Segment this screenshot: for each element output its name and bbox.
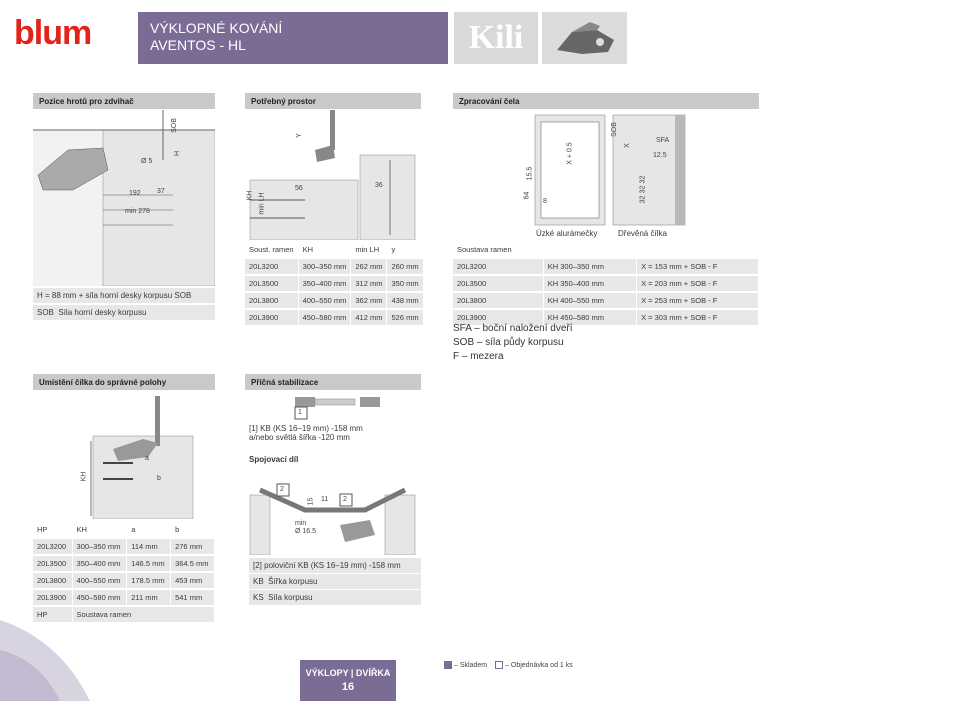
label-y: Y: [295, 133, 303, 138]
marker-2a: 2: [280, 486, 284, 493]
table-cell: X = 153 mm + SOB - F: [637, 258, 759, 275]
label-kh-u: KH: [80, 471, 88, 482]
table-cell: 20L3200: [245, 258, 298, 275]
footer-section: VÝKLOPY | DVÍŘKA: [305, 668, 391, 678]
table-row: [33, 572, 215, 589]
section-heading-potrebny: Potřebný prostor: [245, 93, 421, 109]
caption-alu: Úzké alurámečky: [536, 229, 598, 238]
label-64: 64: [523, 191, 531, 200]
ks-legend: [249, 590, 421, 605]
table-cell: 364.5 mm: [171, 555, 215, 572]
table-cell: 450–580 mm: [298, 309, 351, 326]
label-37: 37: [157, 188, 165, 195]
col-header: a: [127, 522, 171, 538]
label-56: 56: [295, 185, 303, 192]
marker-1: 1: [298, 409, 302, 416]
label-125: 12.5: [653, 152, 667, 159]
kb-legend: [249, 574, 421, 589]
table-cell: KH 450–580 mm: [543, 309, 636, 326]
dim-15: 15: [307, 497, 315, 506]
ks-val: Síla korpusu: [268, 593, 313, 602]
stock-legend: [444, 661, 573, 669]
kb-key: KB: [253, 577, 264, 586]
table-cell: 350 mm: [387, 275, 423, 292]
table-cell: 450–580 mm: [72, 589, 127, 606]
label-8: 8: [543, 198, 547, 205]
table-cell: 350–400 mm: [72, 555, 127, 572]
table-cell: 412 mm: [351, 309, 387, 326]
potrebny-drawing: [245, 110, 421, 240]
legend-f: F – mezera: [453, 351, 504, 362]
note-sob-key: SOB: [37, 308, 54, 317]
table-cell: 276 mm: [171, 538, 215, 555]
section-heading-pricna: Příčná stabilizace: [245, 374, 421, 390]
caption-wood: Dřevěná čílka: [618, 229, 667, 238]
table-cell: 211 mm: [127, 589, 171, 606]
label-b: b: [157, 475, 161, 482]
pricna-drawing: [245, 391, 421, 423]
dim-11: 11: [321, 496, 329, 503]
table-row: [33, 538, 215, 555]
pricna-note-1: [249, 424, 363, 442]
potrebny-table: [245, 242, 424, 327]
table-cell: X = 253 mm + SOB - F: [637, 292, 759, 309]
table-cell: X = 303 mm + SOB - F: [637, 309, 759, 326]
label-sob-z: SOB: [610, 122, 618, 137]
table-cell: 20L3800: [453, 292, 543, 309]
table-row: [453, 292, 759, 309]
stock-label: – Skladem: [454, 661, 488, 669]
table-header-row: [33, 522, 215, 538]
legend-sob: SOB – síla půdy korpusu: [453, 337, 564, 348]
table-cell: KH 350–400 mm: [543, 275, 636, 292]
col-header: y: [387, 242, 423, 258]
table-row: [245, 258, 423, 275]
table-cell: 362 mm: [351, 292, 387, 309]
col-header: KH: [72, 522, 127, 538]
hp-key: HP: [33, 606, 72, 623]
pozice-drawing: [33, 110, 215, 286]
col-header: min LH: [351, 242, 387, 258]
stock-icon: [444, 661, 452, 669]
dim-diameter: Ø 16.5: [295, 528, 317, 535]
table-cell: 20L3900: [453, 309, 543, 326]
label-32a: 32: [639, 175, 647, 184]
col-header: HP: [33, 522, 72, 538]
table-cell: 20L3800: [245, 292, 298, 309]
page-number: 16: [341, 681, 355, 693]
table-cell: 260 mm: [387, 258, 423, 275]
table-cell: 20L3500: [453, 275, 543, 292]
pozice-note-2: [33, 305, 215, 320]
section-heading-pozice: Pozice hrotů pro zdvihač: [33, 93, 215, 109]
decorative-swirl: [0, 600, 130, 701]
table-cell: 453 mm: [171, 572, 215, 589]
table-cell: 300–350 mm: [72, 538, 127, 555]
table-cell: 400–550 mm: [72, 572, 127, 589]
pozice-note-1: H = 88 mm + síla horní desky korpusu SOB: [33, 288, 215, 303]
section-heading-umisteni: Umístění čílka do správné polohy: [33, 374, 215, 390]
page-title: [138, 12, 448, 64]
table-cell: 526 mm: [387, 309, 423, 326]
blum-logo: blum: [14, 14, 92, 52]
pricna-note-1-line1: [1] KB (KS 16–19 mm) -158 mm: [249, 424, 363, 433]
table-cell: KH 300–350 mm: [543, 258, 636, 275]
table-cell: 20L3500: [33, 555, 72, 572]
table-cell: 350–400 mm: [298, 275, 351, 292]
title-line-2: AVENTOS - HL: [150, 37, 246, 53]
label-sob: SOB: [170, 118, 178, 133]
kb-val: Šířka korpusu: [268, 577, 318, 586]
table-cell: 114 mm: [127, 538, 171, 555]
table-cell: 20L3800: [33, 572, 72, 589]
table-row: [453, 275, 759, 292]
table-cell: 20L3500: [245, 275, 298, 292]
ks-key: KS: [253, 593, 264, 602]
table-cell: 438 mm: [387, 292, 423, 309]
table-row: [33, 555, 215, 572]
label-36: 36: [375, 182, 383, 189]
hinge-image: [542, 12, 627, 64]
col-header: Soust. ramen: [245, 242, 298, 258]
table-row: [245, 309, 423, 326]
label-a: a: [145, 455, 149, 462]
label-min278: min 278: [125, 208, 150, 215]
note-sob-val: Síla horní desky korpusu: [58, 308, 147, 317]
kili-brand-box: Kili: [454, 12, 538, 64]
dim-min: min: [295, 520, 307, 527]
label-192: 192: [129, 190, 141, 197]
order-icon: [495, 661, 503, 669]
table-cell: 146.5 mm: [127, 555, 171, 572]
label-155: 15.5: [526, 166, 534, 181]
table-row: [245, 292, 423, 309]
page-footer: [300, 660, 396, 701]
table-header-row: [245, 242, 423, 258]
label-h: H: [174, 150, 182, 157]
label-32c: 32: [639, 195, 647, 204]
section-heading-zpracovani: Zpracování čela: [453, 93, 759, 109]
legend-block: [453, 322, 573, 364]
table-row: [245, 275, 423, 292]
col-header: [543, 242, 636, 258]
table-cell: 262 mm: [351, 258, 387, 275]
title-line-1: VÝKLOPNÉ KOVÁNÍ: [150, 20, 283, 36]
table-cell: 20L3200: [33, 538, 72, 555]
spojovaci-heading: Spojovací díl: [249, 455, 299, 464]
table-cell: 400–550 mm: [298, 292, 351, 309]
label-x: X: [623, 143, 631, 148]
legend-sfa: SFA – boční naložení dveří: [453, 323, 573, 334]
marker-2b: 2: [343, 496, 347, 503]
label-x05: X + 0.5: [566, 142, 574, 165]
label-kh: KH: [246, 190, 254, 201]
zpracovani-table: [453, 242, 759, 327]
umisteni-drawing: [33, 391, 215, 519]
table-cell: 20L3900: [33, 589, 72, 606]
hinge-icon: [542, 12, 627, 64]
pricna-note-1-line2: a/nebo světlá šířka -120 mm: [249, 433, 350, 442]
label-32b: 32: [639, 185, 647, 194]
table-cell: KH 400–550 mm: [543, 292, 636, 309]
table-cell: 541 mm: [171, 589, 215, 606]
col-header: [637, 242, 759, 258]
col-header: Soustava ramen: [453, 242, 543, 258]
table-header-row: [453, 242, 759, 258]
label-d5: Ø 5: [141, 158, 153, 165]
zpracovani-drawing: [453, 110, 759, 228]
order-label: – Objednávka od 1 ks: [505, 661, 573, 669]
table-cell: 20L3200: [453, 258, 543, 275]
table-cell: 20L3900: [245, 309, 298, 326]
col-header: b: [171, 522, 215, 538]
label-minlh: min LH: [258, 192, 266, 215]
table-cell: X = 203 mm + SOB - F: [637, 275, 759, 292]
table-cell: 300–350 mm: [298, 258, 351, 275]
label-sfa: SFA: [656, 137, 670, 144]
pricna-note-2: [2] poloviční KB (KS 16–19 mm) -158 mm: [249, 558, 421, 573]
hp-val: Soustava ramen: [72, 606, 214, 623]
table-cell: 312 mm: [351, 275, 387, 292]
spojovaci-drawing: [245, 470, 421, 555]
table-cell: 178.5 mm: [127, 572, 171, 589]
col-header: KH: [298, 242, 351, 258]
table-row: [453, 258, 759, 275]
